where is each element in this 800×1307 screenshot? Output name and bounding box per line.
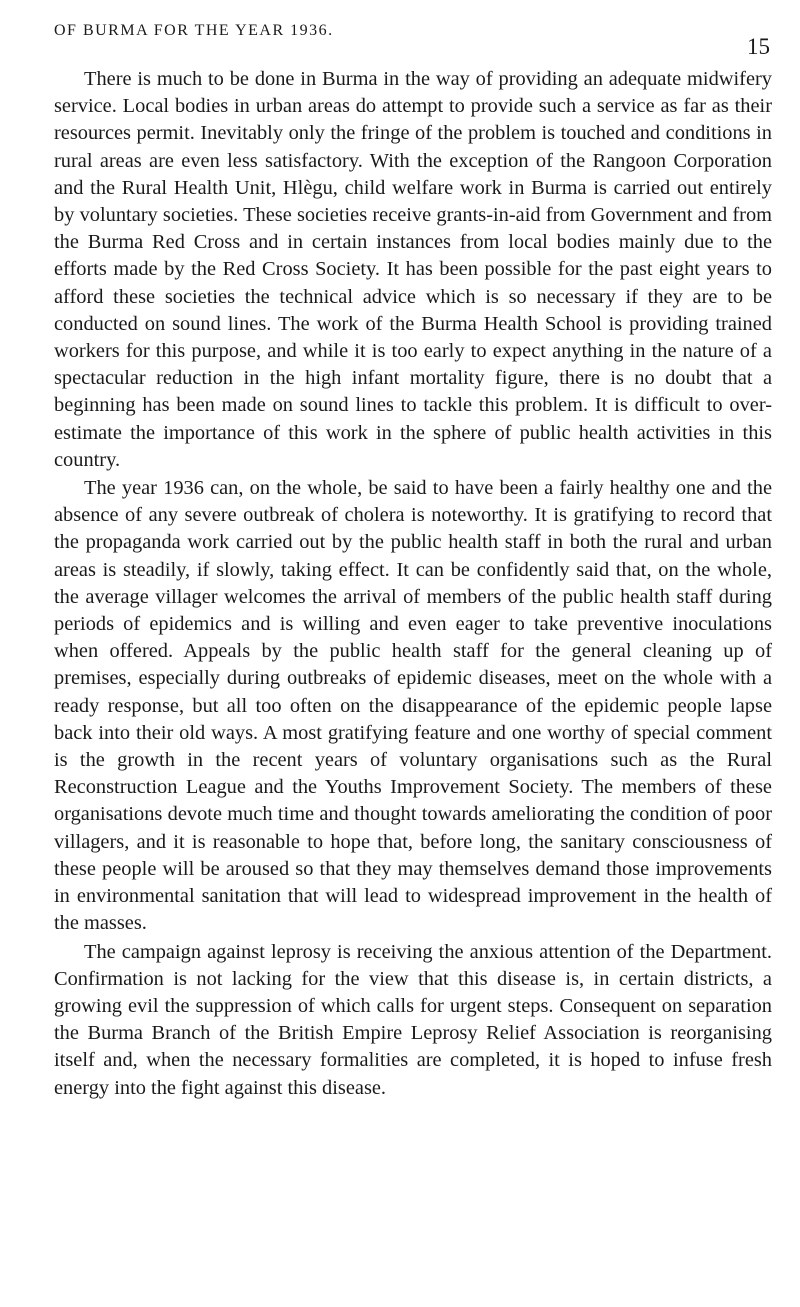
paragraph-midwifery: There is much to be done in Burma in the way of providing an adequate midwifery service. Local bodies in urban areas do attempt to provide such a service as far as their resources permit. Inevitably only the fringe of the problem is touched and conditions in rural areas are even less satisfactory. With the exception of the Rangoon Corporation and the Rural Health Unit, Hlègu, child welfare work in Burma is carried out entirely by voluntary societies. These societies receive grants-in-aid from Government and from the Burma Red Cross and in certain instances from local bodies mainly due to the efforts made by the Red Cross Society. It has been possible for the past eight years to afford these societies the technical advice which is so necessary if they are to be conducted on sound lines. The work of the Burma Health School is providing trained workers for this purpose, and while it is too early to expect anything in the nature of a spectacular reduction in the high infant mortality figure, there is no doubt that a beginning has been made on sound lines to tackle this problem. It is difficult to over-estimate the importance of this work in the sphere of public health activities in this country. bbox=[54, 68, 772, 471]
running-title: OF BURMA FOR THE YEAR 1936. bbox=[54, 22, 334, 39]
paragraph-public-health-year: The year 1936 can, on the whole, be said to have been a fairly healthy one and the absence of any severe outbreak of cholera is noteworthy. It is gratifying to record that the propaganda work carried out by the public health staff in both the rural and urban areas is steadily, if slowly, taking effect. It can be confidently said that, on the whole, the average villager welcomes the arrival of members of the public health staff during periods of epidemics and is willing and even eager to take preventive inoculations when offered. Appeals by the public health staff for the general cleaning up of premises, especially during outbreaks of epidemic diseases, meet on the whole with a ready response, but all too often on the disappearance of the epidemic people lapse back into their old ways. A most gratifying feature and one worthy of special comment is the growth in the recent years of voluntary organisations such as the Rural Reconstruction League and the Youths Improvement Society. The members of these organisations devote much time and thought towards ameliorating the condition of poor villagers, and it is reasonable to hope that, before long, the sanitary consciousness of these people will be aroused so that they may themselves demand those improvements in environmental sanitation that will lead to widespread improvement in the health of the masses. bbox=[54, 477, 772, 935]
page-number: 15 bbox=[747, 34, 770, 59]
paragraph-leprosy-campaign: The campaign against leprosy is receiving the anxious attention of the Department. Confirmation is not lacking for the view that this disease is, in certain districts, a growing evil the suppression of which calls for urgent steps. Consequent on separation the Burma Branch of the British Empire Leprosy Relief Association is reorganising itself and, when the necessary formalities are completed, it is hoped to infuse fresh energy into the fight against this disease. bbox=[54, 940, 772, 1099]
body-text bbox=[54, 66, 772, 1103]
running-head bbox=[54, 8, 770, 59]
